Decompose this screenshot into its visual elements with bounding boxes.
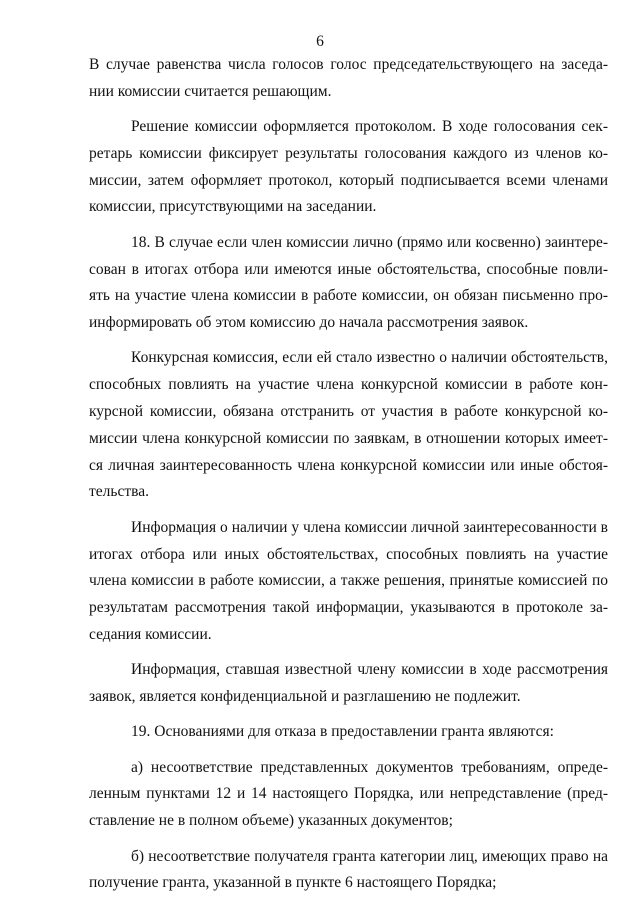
page-number: 6 xyxy=(316,33,324,50)
text-line: седания комиссии. xyxy=(89,625,212,643)
text-line: заявок, является конфиденциальной и разглашению не подлежит. xyxy=(89,688,521,706)
text-line: ставление не в полном объеме) указанных документов; xyxy=(89,812,453,830)
text-line: сован в итогах отбора или имеются иные обстоятельства, способные повли- xyxy=(89,260,608,278)
text-line: тельства. xyxy=(89,483,149,501)
text-line: результатам рассмотрения такой информации, указываются в протоколе за- xyxy=(89,599,608,617)
text-line: В случае равенства числа голосов голос председательствующего на заседа- xyxy=(89,56,608,73)
document-body xyxy=(89,52,608,897)
paragraph xyxy=(89,719,608,746)
text-line: 19. Основаниями для отказа в предоставлении гранта являются: xyxy=(131,723,554,741)
text-line: 18. В случае если член комиссии лично (прямо или косвенно) заинтере- xyxy=(131,233,608,251)
paragraph xyxy=(89,657,608,711)
text-line: комиссии, присутствующими на заседании. xyxy=(89,198,377,216)
text-line: ся личная заинтересованность члена конкурсной комиссии или иные обстоя- xyxy=(89,456,608,474)
paragraph xyxy=(89,515,608,649)
text-line: миссии, затем оформляет протокол, который подписывается всеми членами xyxy=(89,171,608,189)
paragraph xyxy=(89,345,608,506)
text-line: способных повлиять на участие члена конкурсной комиссии в работе кон- xyxy=(89,376,608,394)
text-line: а) несоответствие представленных документов требованиям, опреде- xyxy=(131,758,608,776)
text-line: итогах отбора или иных обстоятельствах, способных повлиять на участие xyxy=(89,545,608,563)
text-line: ленным пунктами 12 и 14 настоящего Порядка, или непредставление (пред- xyxy=(89,785,608,803)
text-line: б) несоответствие получателя гранта категории лиц, имеющих право на xyxy=(131,847,608,865)
text-line: получение гранта, указанной в пункте 6 настоящего Порядка; xyxy=(89,874,497,892)
text-line: Информация, ставшая известной члену комиссии в ходе рассмотрения xyxy=(131,661,608,679)
paragraph xyxy=(89,114,608,221)
text-line: курсной комиссии, обязана отстранить от участия в работе конкурсной ко- xyxy=(89,403,608,421)
paragraph xyxy=(89,52,608,106)
paragraph xyxy=(89,755,608,835)
paragraph xyxy=(89,230,608,337)
text-line: ретарь комиссии фиксирует результаты голосования каждого из членов ко- xyxy=(89,144,608,162)
text-line: информировать об этом комиссию до начала рассмотрения заявок. xyxy=(89,314,529,332)
text-line: миссии члена конкурсной комиссии по заявкам, в отношении которых имеет- xyxy=(89,429,608,447)
paragraph xyxy=(89,844,608,898)
text-line: Конкурсная комиссия, если ей стало известно о наличии обстоятельств, xyxy=(131,349,608,367)
text-line: ять на участие члена комиссии в работе комиссии, он обязан письменно про- xyxy=(89,287,608,305)
text-line: члена комиссии в работе комиссии, а также решения, принятые комиссией по xyxy=(89,572,608,590)
text-line: нии комиссии считается решающим. xyxy=(89,82,332,100)
text-line: Решение комиссии оформляется протоколом. В ходе голосования сек- xyxy=(131,118,608,136)
text-line: Информация о наличии у члена комиссии личной заинтересованности в xyxy=(131,518,608,536)
